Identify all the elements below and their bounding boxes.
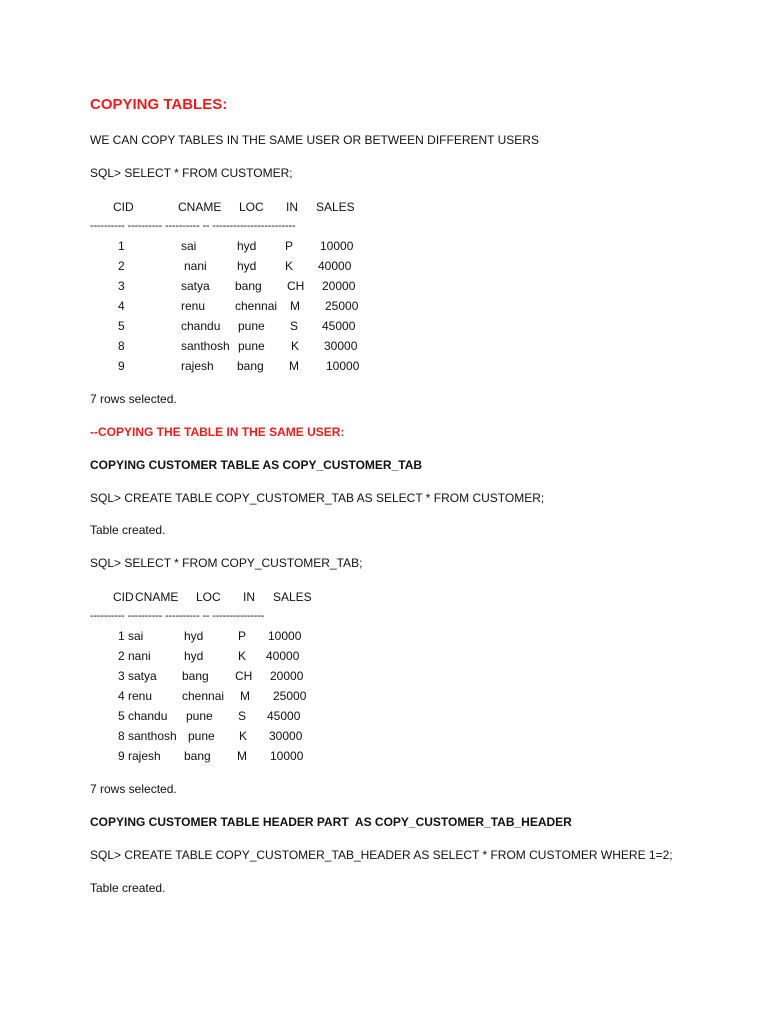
cell-cname: rajesh xyxy=(128,749,161,763)
cell-loc: hyd xyxy=(184,629,204,643)
cell-sales: 45000 xyxy=(267,709,301,723)
cell-cid: 1 xyxy=(118,239,125,253)
cell-cid: 9 xyxy=(118,749,125,763)
cell-cid: 8 xyxy=(118,339,125,353)
table-separator: ---------- ---------- ---------- -- ------------------------ xyxy=(90,220,296,232)
cell-cid: 4 xyxy=(118,689,125,703)
cell-sales: 10000 xyxy=(326,359,360,373)
cell-cid: 9 xyxy=(118,359,125,373)
cell-in: CH xyxy=(287,279,305,293)
header-sales: SALES xyxy=(273,590,312,604)
cell-sales: 40000 xyxy=(318,259,352,273)
cell-loc: chennai xyxy=(182,689,225,703)
sql-query-select-customer: SQL> SELECT * FROM CUSTOMER; xyxy=(90,166,293,180)
cell-in: P xyxy=(285,239,294,253)
cell-cname: satya xyxy=(128,669,157,683)
header-cname: CNAME xyxy=(135,590,179,604)
cell-cname: renu xyxy=(181,299,206,313)
cell-cname: renu xyxy=(128,689,153,703)
cell-loc: pune xyxy=(188,729,215,743)
header-copy-heading: COPYING CUSTOMER TABLE HEADER PART AS COPY_CUSTOMER_TAB_HEADER xyxy=(90,815,572,829)
cell-cid: 5 xyxy=(118,709,125,723)
rows-selected-text: 7 rows selected. xyxy=(90,392,177,406)
header-cid: CID xyxy=(113,200,134,214)
cell-cid: 1 xyxy=(118,629,125,643)
cell-loc: bang xyxy=(184,749,211,763)
cell-cname: chandu xyxy=(128,709,168,723)
header-loc: LOC xyxy=(196,590,221,604)
cell-in: K xyxy=(291,339,300,353)
cell-loc: chennai xyxy=(235,299,278,313)
page-title: COPYING TABLES: xyxy=(90,96,228,113)
cell-cname: satya xyxy=(181,279,210,293)
sql-create-header-table: SQL> CREATE TABLE COPY_CUSTOMER_TAB_HEADER AS SELECT * FROM CUSTOMER WHERE 1=2; xyxy=(90,848,673,862)
cell-loc: bang xyxy=(235,279,262,293)
cell-cid: 8 xyxy=(118,729,125,743)
cell-in: S xyxy=(238,709,247,723)
intro-text: WE CAN COPY TABLES IN THE SAME USER OR BETWEEN DIFFERENT USERS xyxy=(90,133,539,147)
cell-cname: chandu xyxy=(181,319,221,333)
cell-sales: 10000 xyxy=(270,749,304,763)
cell-sales: 10000 xyxy=(320,239,354,253)
cell-sales: 10000 xyxy=(268,629,302,643)
cell-in: K xyxy=(238,649,247,663)
cell-in: M xyxy=(289,359,299,373)
cell-cid: 4 xyxy=(118,299,125,313)
cell-cname: santhosh xyxy=(181,339,230,353)
copy-heading: COPYING CUSTOMER TABLE AS COPY_CUSTOMER_TAB xyxy=(90,458,423,472)
cell-loc: hyd xyxy=(237,259,257,273)
cell-loc: pune xyxy=(238,319,265,333)
cell-in: K xyxy=(285,259,294,273)
section-heading: --COPYING THE TABLE IN THE SAME USER: xyxy=(90,425,345,439)
cell-cid: 2 xyxy=(118,649,125,663)
cell-cname: rajesh xyxy=(181,359,214,373)
cell-cid: 3 xyxy=(118,669,125,683)
cell-sales: 25000 xyxy=(325,299,359,313)
cell-in: K xyxy=(239,729,248,743)
header-sales: SALES xyxy=(316,200,355,214)
cell-loc: bang xyxy=(182,669,209,683)
cell-loc: pune xyxy=(186,709,213,723)
cell-loc: pune xyxy=(238,339,265,353)
cell-loc: hyd xyxy=(237,239,257,253)
cell-sales: 25000 xyxy=(273,689,307,703)
header-cname: CNAME xyxy=(178,200,222,214)
rows-selected-text: 7 rows selected. xyxy=(90,782,177,796)
cell-cname: nani xyxy=(184,259,207,273)
cell-cid: 2 xyxy=(118,259,125,273)
sql-create-copy-table: SQL> CREATE TABLE COPY_CUSTOMER_TAB AS SELECT * FROM CUSTOMER; xyxy=(90,491,545,505)
cell-cid: 3 xyxy=(118,279,125,293)
cell-sales: 30000 xyxy=(324,339,358,353)
cell-loc: hyd xyxy=(184,649,204,663)
cell-sales: 45000 xyxy=(322,319,356,333)
cell-in: M xyxy=(240,689,250,703)
cell-cid: 5 xyxy=(118,319,125,333)
cell-in: M xyxy=(237,749,247,763)
cell-loc: bang xyxy=(237,359,264,373)
cell-in: P xyxy=(238,629,247,643)
header-in: IN xyxy=(286,200,298,214)
cell-in: S xyxy=(290,319,299,333)
cell-cname: sai xyxy=(128,629,144,643)
cell-sales: 30000 xyxy=(269,729,303,743)
table-created-text: Table created. xyxy=(90,881,166,895)
cell-cname: santhosh xyxy=(128,729,177,743)
cell-in: CH xyxy=(235,669,253,683)
header-in: IN xyxy=(243,590,255,604)
cell-sales: 20000 xyxy=(322,279,356,293)
table-created-text: Table created. xyxy=(90,523,166,537)
cell-cname: nani xyxy=(128,649,151,663)
cell-sales: 20000 xyxy=(270,669,304,683)
cell-cname: sai xyxy=(181,239,197,253)
table-separator: ---------- ---------- ---------- -- --------------- xyxy=(90,610,265,622)
sql-select-copy-table: SQL> SELECT * FROM COPY_CUSTOMER_TAB; xyxy=(90,556,363,570)
cell-in: M xyxy=(290,299,300,313)
header-cid: CID xyxy=(113,590,134,604)
cell-sales: 40000 xyxy=(266,649,300,663)
header-loc: LOC xyxy=(239,200,264,214)
